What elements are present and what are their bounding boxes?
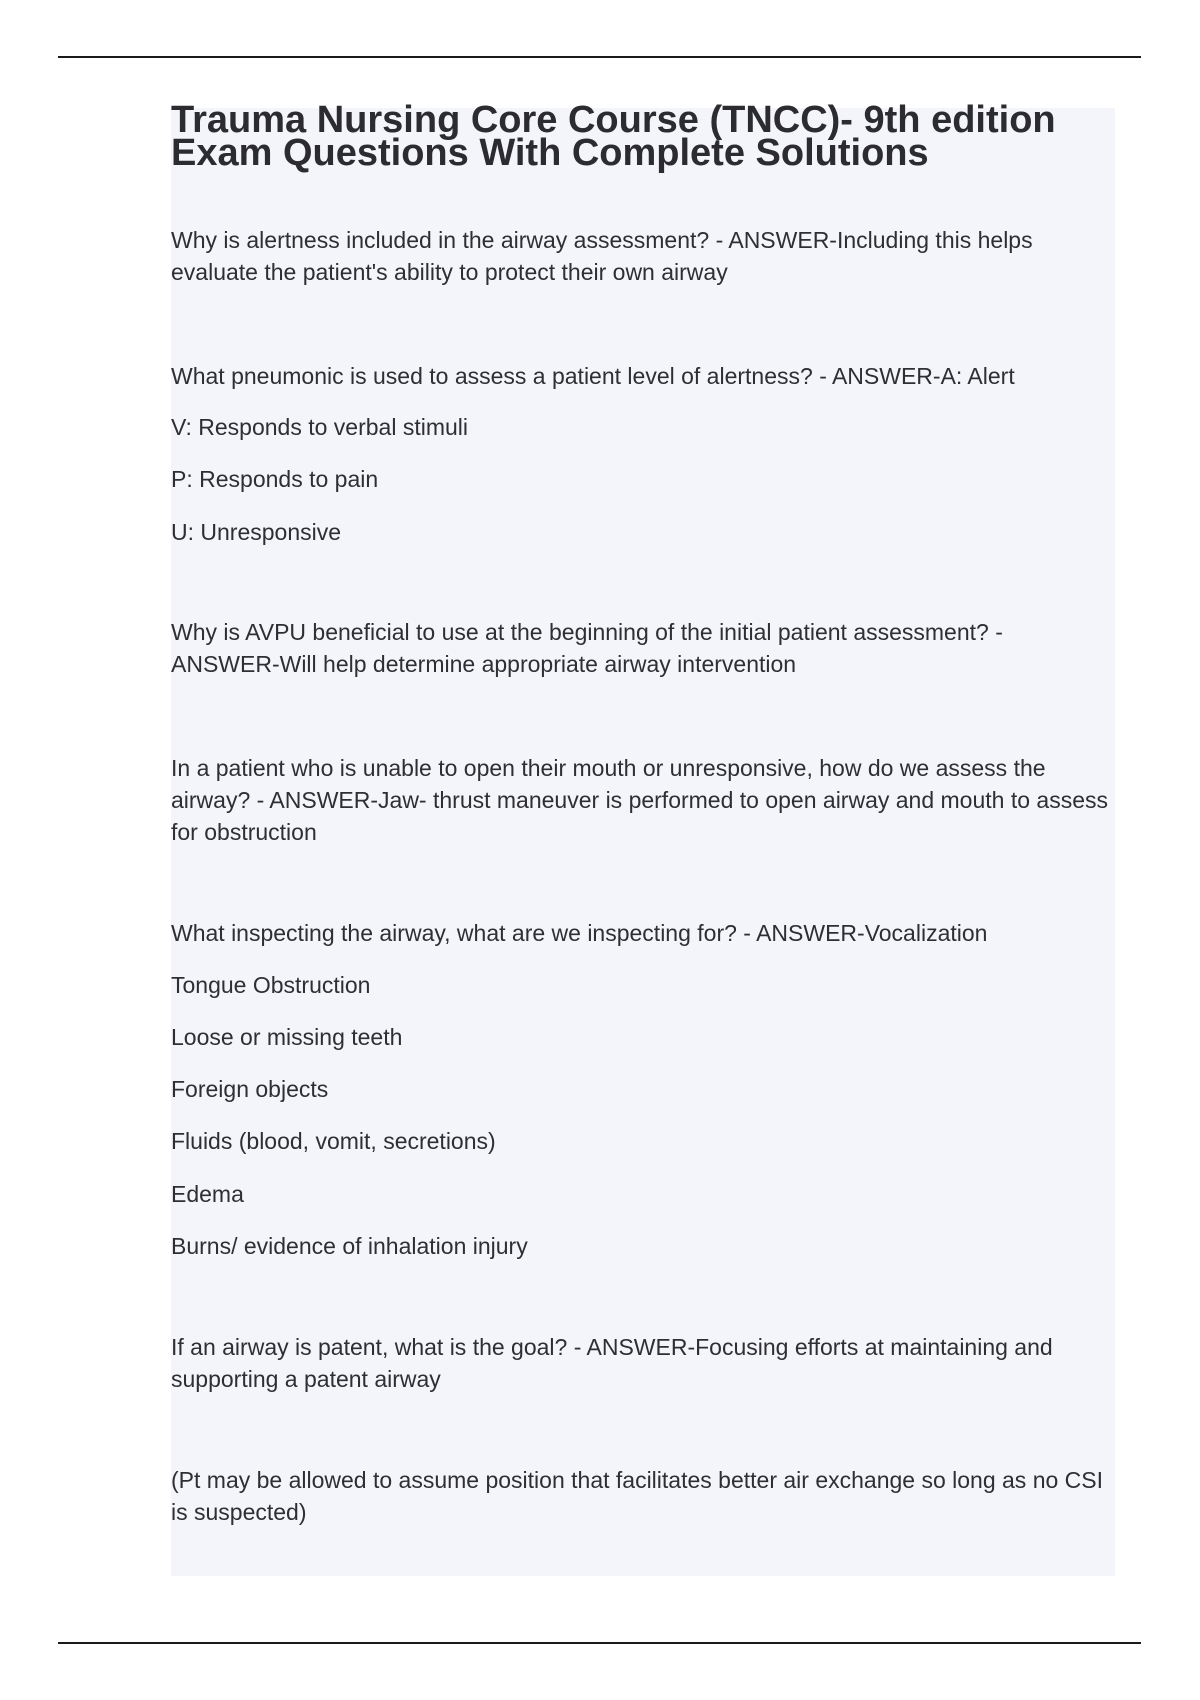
qa-item-5: What inspecting the airway, what are we inspecting for? - ANSWER-Vocalization bbox=[171, 920, 988, 946]
qa-item-5-line-1: Tongue Obstruction bbox=[171, 972, 371, 998]
document-title-line-1: Trauma Nursing Core Course (TNCC)- 9th edition bbox=[171, 99, 1056, 141]
qa-item-5-line-5: Edema bbox=[171, 1181, 244, 1207]
qa-item-6: If an airway is patent, what is the goal? - ANSWER-Focusing efforts at maintaining and supporting a patent airway bbox=[171, 1334, 1053, 1392]
qa-item-2-line-3: U: Unresponsive bbox=[171, 519, 342, 545]
qa-item-5-line-2: Loose or missing teeth bbox=[171, 1024, 403, 1050]
document-title-line-2: Exam Questions With Complete Solutions bbox=[171, 132, 929, 174]
qa-item-3: Why is AVPU beneficial to use at the beginning of the initial patient assessment? - ANSWER-Will help determine appropriate airway intervention bbox=[171, 619, 1003, 677]
qa-item-5-line-6: Burns/ evidence of inhalation injury bbox=[171, 1233, 528, 1259]
top-rule bbox=[58, 56, 1141, 58]
qa-item-5-line-3: Foreign objects bbox=[171, 1076, 329, 1102]
qa-item-7: (Pt may be allowed to assume position that facilitates better air exchange so long as no CSI is suspected) bbox=[171, 1467, 1104, 1525]
qa-item-5-line-4: Fluids (blood, vomit, secretions) bbox=[171, 1128, 496, 1154]
qa-item-4: In a patient who is unable to open their mouth or unresponsive, how do we assess the airway? - ANSWER-Jaw- thrust maneuver is performed to open airway and mouth to assess for obstruction bbox=[171, 755, 1108, 845]
qa-item-2-line-2: P: Responds to pain bbox=[171, 466, 379, 492]
document-title bbox=[171, 99, 1131, 174]
qa-item-1: Why is alertness included in the airway assessment? - ANSWER-Including this helps evaluate the patient's ability to protect their own airway bbox=[171, 227, 1033, 285]
qa-item-2-line-1: V: Responds to verbal stimuli bbox=[171, 414, 469, 440]
qa-item-2: What pneumonic is used to assess a patient level of alertness? - ANSWER-A: Alert bbox=[171, 363, 1015, 389]
bottom-rule bbox=[58, 1642, 1141, 1644]
